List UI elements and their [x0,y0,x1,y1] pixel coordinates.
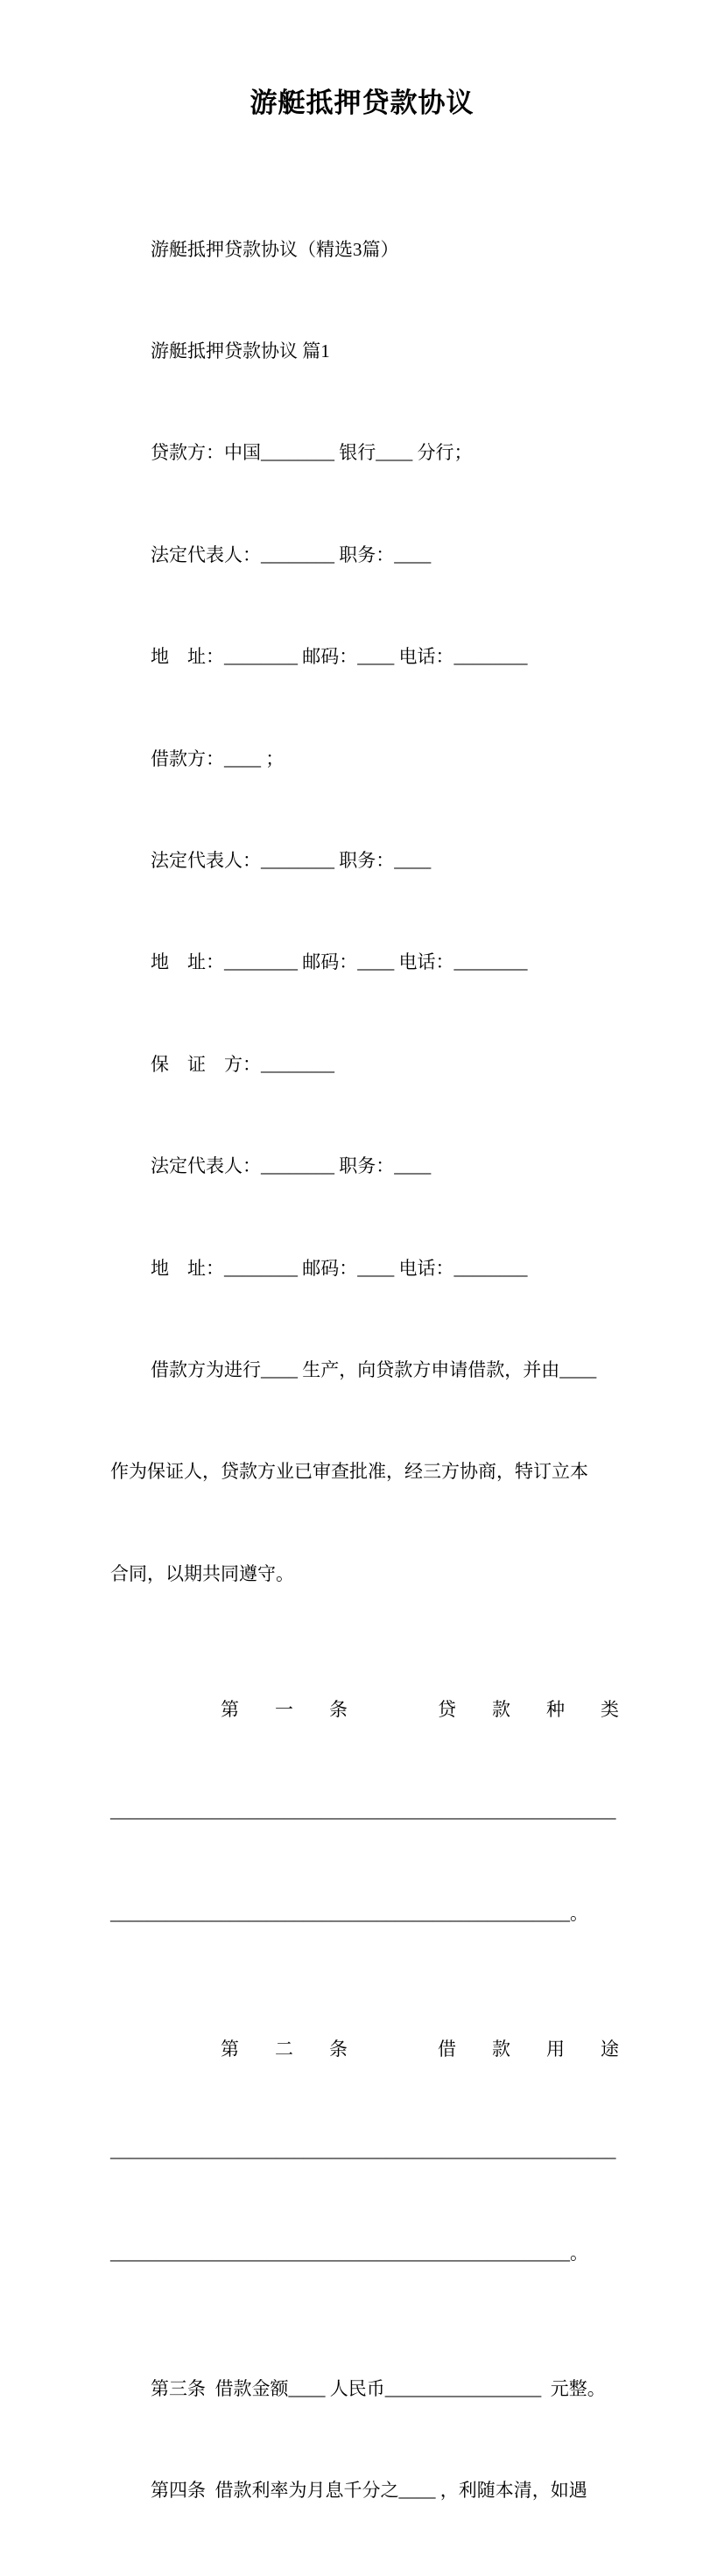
heading-char: 二 [275,2038,293,2060]
doc-line-lender: 贷款方：中国________ 银行____ 分行； [151,442,473,464]
doc-line-address-3: 地 址：________ 邮码：____ 电话：________ [151,1257,528,1279]
heading-gap [383,2049,402,2050]
doc-blank-line: _______________________________________________________ [110,2140,616,2162]
doc-line-subtitle: 游艇抵押贷款协议（精选3篇） [151,238,399,260]
doc-line-address-2: 地 址：________ 邮码：____ 电话：________ [151,951,528,973]
doc-line-guarantor: 保 证 方：________ [151,1053,334,1075]
heading-gap [383,1709,402,1710]
doc-line-article-3: 第三条 借款金额____ 人民币_________________ 元整。 [151,2377,606,2399]
doc-blank-line: _______________________________________________________ [110,1800,616,1822]
heading-char: 款 [492,1698,510,1720]
doc-line-legal-rep-3: 法定代表人：________ 职务：____ [151,1155,432,1177]
heading-char: 种 [546,1698,565,1720]
doc-blank-line-end: __________________________________________________。 [110,2242,588,2264]
doc-line-part-label: 游艇抵押贷款协议 篇1 [151,340,330,361]
heading-char: 条 [329,2038,348,2060]
heading-char: 条 [329,1698,348,1720]
doc-line-legal-rep-1: 法定代表人：________ 职务：____ [151,544,432,565]
heading-char: 款 [492,2038,510,2060]
heading-char: 借 [438,2038,456,2060]
heading-char: 第 [221,2038,239,2060]
doc-heading-article-2 [221,2032,619,2067]
doc-line-article-4: 第四条 借款利率为月息千分之____ ，利随本清，如遇 [151,2480,587,2502]
heading-char: 途 [601,2038,619,2060]
heading-char: 类 [601,1698,619,1720]
doc-line-borrower: 借款方：____ ； [151,748,285,769]
doc-blank-line-end: __________________________________________________。 [110,1902,588,1924]
document-title: 游艇抵押贷款协议 [250,88,474,118]
doc-paragraph-intro-line-2: 作为保证人，贷款方业已审查批准，经三方协商，特订立本 [110,1461,588,1483]
doc-line-legal-rep-2: 法定代表人：________ 职务：____ [151,849,432,871]
heading-char: 一 [275,1698,293,1720]
heading-char: 第 [221,1698,239,1720]
doc-paragraph-intro-line-1: 借款方为进行____ 生产，向贷款方申请借款，并由____ [151,1358,597,1380]
document-body [110,165,619,2576]
heading-char: 用 [546,2038,565,2060]
heading-char: 贷 [438,1698,456,1720]
doc-paragraph-intro-line-3: 合同，以期共同遵守。 [110,1562,294,1584]
doc-heading-article-1 [221,1693,619,1727]
doc-line-address-1: 地 址：________ 邮码：____ 电话：________ [151,646,528,668]
